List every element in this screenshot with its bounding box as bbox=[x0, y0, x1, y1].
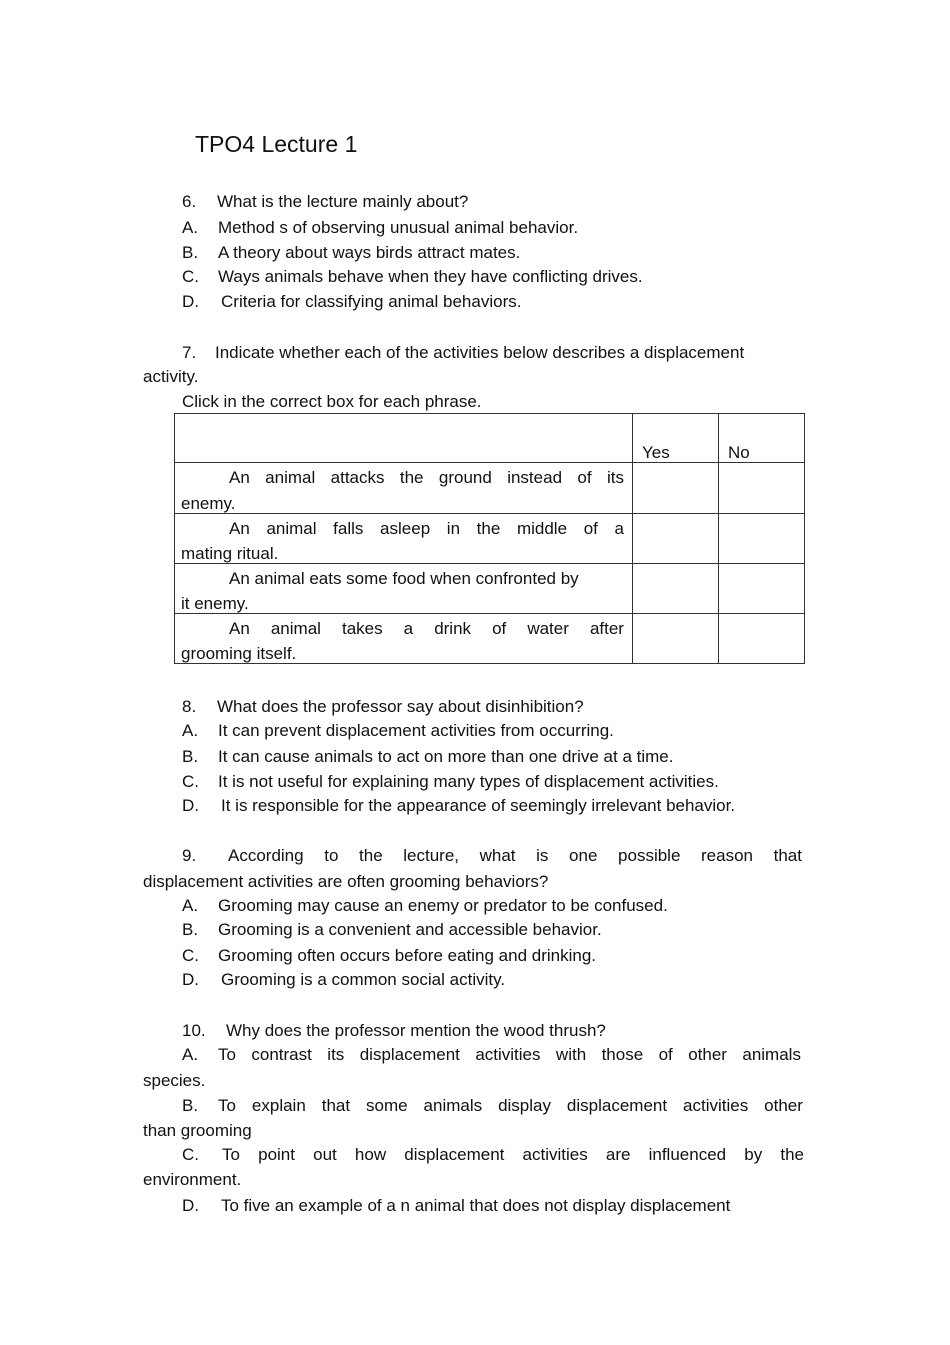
word: To bbox=[218, 1096, 236, 1115]
word: by bbox=[744, 1145, 763, 1164]
question-9-text-line1 bbox=[228, 847, 802, 864]
word: out bbox=[313, 1145, 337, 1164]
q10-option-d[interactable]: To five an example of a n animal that does not display displacement bbox=[221, 1196, 731, 1215]
word: influenced bbox=[648, 1145, 727, 1164]
no-box[interactable] bbox=[719, 614, 805, 664]
word: To bbox=[222, 1145, 240, 1164]
question-8-number: 8. bbox=[182, 697, 197, 716]
word: other bbox=[764, 1096, 803, 1115]
word: its bbox=[606, 468, 624, 487]
phrase-cell bbox=[175, 514, 633, 564]
question-6-number: 6. bbox=[182, 192, 197, 211]
question-7-text-line2: activity. bbox=[143, 367, 199, 386]
word: point bbox=[258, 1145, 295, 1164]
q10-option-a-line2: species. bbox=[143, 1071, 206, 1090]
word: activities bbox=[522, 1145, 588, 1164]
word: those bbox=[601, 1045, 644, 1064]
word: reason bbox=[701, 846, 753, 865]
q9-option-b[interactable]: Grooming is a convenient and accessible behavior. bbox=[218, 920, 602, 939]
word: displacement bbox=[404, 1145, 505, 1164]
q8-option-c[interactable]: It is not useful for explaining many types of displacement activities. bbox=[218, 772, 719, 791]
q8-option-d[interactable]: It is responsible for the appearance of seemingly irrelevant behavior. bbox=[221, 796, 736, 815]
word: takes bbox=[341, 619, 383, 638]
question-7-instruction: Click in the correct box for each phrase. bbox=[182, 392, 482, 411]
q6-option-a[interactable]: Method s of observing unusual animal behavior. bbox=[218, 218, 579, 237]
table-header-yes: Yes bbox=[642, 443, 670, 462]
table-row bbox=[175, 514, 805, 564]
q6-option-a-letter: A. bbox=[182, 218, 199, 237]
word: animals bbox=[423, 1096, 483, 1115]
word: some bbox=[366, 1096, 408, 1115]
word: contrast bbox=[251, 1045, 312, 1064]
q8-option-c-letter: C. bbox=[182, 772, 199, 791]
q8-option-a[interactable]: It can prevent displacement activities from occurring. bbox=[218, 721, 614, 740]
word: the bbox=[476, 519, 501, 538]
word: middle bbox=[516, 519, 568, 538]
word: the bbox=[780, 1145, 804, 1164]
q10-option-b-letter: B. bbox=[182, 1096, 199, 1115]
word: lecture, bbox=[403, 846, 460, 865]
q10-option-c[interactable] bbox=[222, 1146, 804, 1163]
word: one bbox=[569, 846, 598, 865]
question-7-number: 7. bbox=[182, 343, 197, 362]
q9-option-d[interactable]: Grooming is a common social activity. bbox=[221, 970, 506, 989]
word: to bbox=[324, 846, 339, 865]
word: how bbox=[354, 1145, 387, 1164]
q9-option-c[interactable]: Grooming often occurs before eating and drinking. bbox=[218, 946, 597, 965]
answer-table bbox=[174, 413, 805, 664]
q9-option-d-letter: D. bbox=[182, 970, 199, 989]
question-7-text-line1: Indicate whether each of the activities below describes a displacement bbox=[215, 343, 745, 362]
q10-option-a[interactable] bbox=[218, 1046, 801, 1063]
word: ground bbox=[438, 468, 492, 487]
question-10-number: 10. bbox=[182, 1021, 206, 1040]
table-row bbox=[175, 463, 805, 514]
word: An bbox=[229, 468, 250, 487]
word: explain bbox=[251, 1096, 306, 1115]
word: attacks bbox=[330, 468, 385, 487]
q6-option-b[interactable]: A theory about ways birds attract mates. bbox=[218, 243, 521, 262]
phrase-line2: grooming itself. bbox=[181, 644, 297, 663]
word: To bbox=[218, 1045, 236, 1064]
question-6-text: What is the lecture mainly about? bbox=[217, 192, 469, 211]
yes-box[interactable] bbox=[633, 463, 719, 514]
table-header-no-cell bbox=[719, 414, 805, 463]
word: An bbox=[229, 619, 250, 638]
q6-option-d[interactable]: Criteria for classifying animal behaviors. bbox=[221, 292, 522, 311]
table-header-yes-cell bbox=[633, 414, 719, 463]
word: An bbox=[229, 519, 250, 538]
word: animal bbox=[265, 468, 316, 487]
word: the bbox=[399, 468, 424, 487]
phrase-line2: it enemy. bbox=[181, 594, 249, 613]
q10-option-d-letter: D. bbox=[182, 1196, 199, 1215]
phrase-line1 bbox=[229, 620, 624, 637]
word: of bbox=[583, 519, 598, 538]
question-10-text: Why does the professor mention the wood thrush? bbox=[226, 1021, 606, 1040]
no-box[interactable] bbox=[719, 514, 805, 564]
word: with bbox=[555, 1045, 587, 1064]
word: activities bbox=[475, 1045, 541, 1064]
table-header-blank bbox=[175, 414, 633, 463]
table-row bbox=[175, 614, 805, 664]
phrase-line2: enemy. bbox=[181, 494, 236, 513]
word: of bbox=[658, 1045, 673, 1064]
word: other bbox=[688, 1045, 727, 1064]
word: of bbox=[492, 619, 507, 638]
q8-option-d-letter: D. bbox=[182, 796, 199, 815]
q10-option-c-line2: environment. bbox=[143, 1170, 242, 1189]
q10-option-c-letter: C. bbox=[182, 1145, 199, 1164]
q6-option-d-letter: D. bbox=[182, 292, 199, 311]
q10-option-b-line2: than grooming bbox=[143, 1121, 252, 1140]
phrase-cell bbox=[175, 614, 633, 664]
word: a bbox=[403, 619, 414, 638]
yes-box[interactable] bbox=[633, 514, 719, 564]
word: what bbox=[479, 846, 516, 865]
word: a bbox=[614, 519, 624, 538]
word: animal bbox=[266, 519, 317, 538]
phrase-cell bbox=[175, 564, 633, 614]
table-header-no: No bbox=[728, 443, 750, 462]
word: display bbox=[498, 1096, 551, 1115]
no-box[interactable] bbox=[719, 564, 805, 614]
phrase-cell bbox=[175, 463, 633, 514]
word: that bbox=[321, 1096, 351, 1115]
q6-option-c-letter: C. bbox=[182, 267, 199, 286]
word: drink bbox=[434, 619, 472, 638]
word: are bbox=[605, 1145, 631, 1164]
word: after bbox=[589, 619, 624, 638]
word: the bbox=[359, 846, 383, 865]
word: activities bbox=[683, 1096, 749, 1115]
word: instead bbox=[507, 468, 563, 487]
phrase-line2: mating ritual. bbox=[181, 544, 279, 563]
phrase-line1 bbox=[229, 469, 624, 486]
q9-option-b-letter: B. bbox=[182, 920, 199, 939]
word: in bbox=[446, 519, 461, 538]
q8-option-a-letter: A. bbox=[182, 721, 199, 740]
q8-option-b[interactable]: It can cause animals to act on more than one drive at a time. bbox=[218, 747, 674, 766]
no-box[interactable] bbox=[719, 463, 805, 514]
word: displacement bbox=[359, 1045, 460, 1064]
word: animal bbox=[270, 619, 321, 638]
q8-option-b-letter: B. bbox=[182, 747, 199, 766]
word: According bbox=[228, 846, 304, 865]
page-title: TPO4 Lecture 1 bbox=[195, 131, 358, 157]
question-9-number: 9. bbox=[182, 846, 197, 865]
word: its bbox=[327, 1045, 345, 1064]
word: that bbox=[773, 846, 802, 865]
q9-option-a-letter: A. bbox=[182, 896, 199, 915]
q10-option-a-letter: A. bbox=[182, 1045, 199, 1064]
question-8-text: What does the professor say about disinhibition? bbox=[217, 697, 584, 716]
q9-option-a[interactable]: Grooming may cause an enemy or predator to be confused. bbox=[218, 896, 668, 915]
word: is bbox=[536, 846, 549, 865]
yes-box[interactable] bbox=[633, 564, 719, 614]
question-9-text-line2: displacement activities are often grooming behaviors? bbox=[143, 872, 549, 891]
phrase-line1: An animal eats some food when confronted by bbox=[229, 569, 579, 588]
word: of bbox=[577, 468, 592, 487]
table-row bbox=[175, 564, 805, 614]
yes-box[interactable] bbox=[633, 614, 719, 664]
word: water bbox=[527, 619, 569, 638]
table-header-row bbox=[175, 414, 805, 463]
q9-option-c-letter: C. bbox=[182, 946, 199, 965]
word: possible bbox=[618, 846, 681, 865]
phrase-line1 bbox=[229, 520, 624, 537]
q6-option-c[interactable]: Ways animals behave when they have conflicting drives. bbox=[218, 267, 643, 286]
word: animals bbox=[742, 1045, 801, 1064]
q10-option-b[interactable] bbox=[218, 1097, 803, 1114]
word: displacement bbox=[566, 1096, 668, 1115]
word: asleep bbox=[380, 519, 431, 538]
q6-option-b-letter: B. bbox=[182, 243, 199, 262]
word: falls bbox=[333, 519, 364, 538]
